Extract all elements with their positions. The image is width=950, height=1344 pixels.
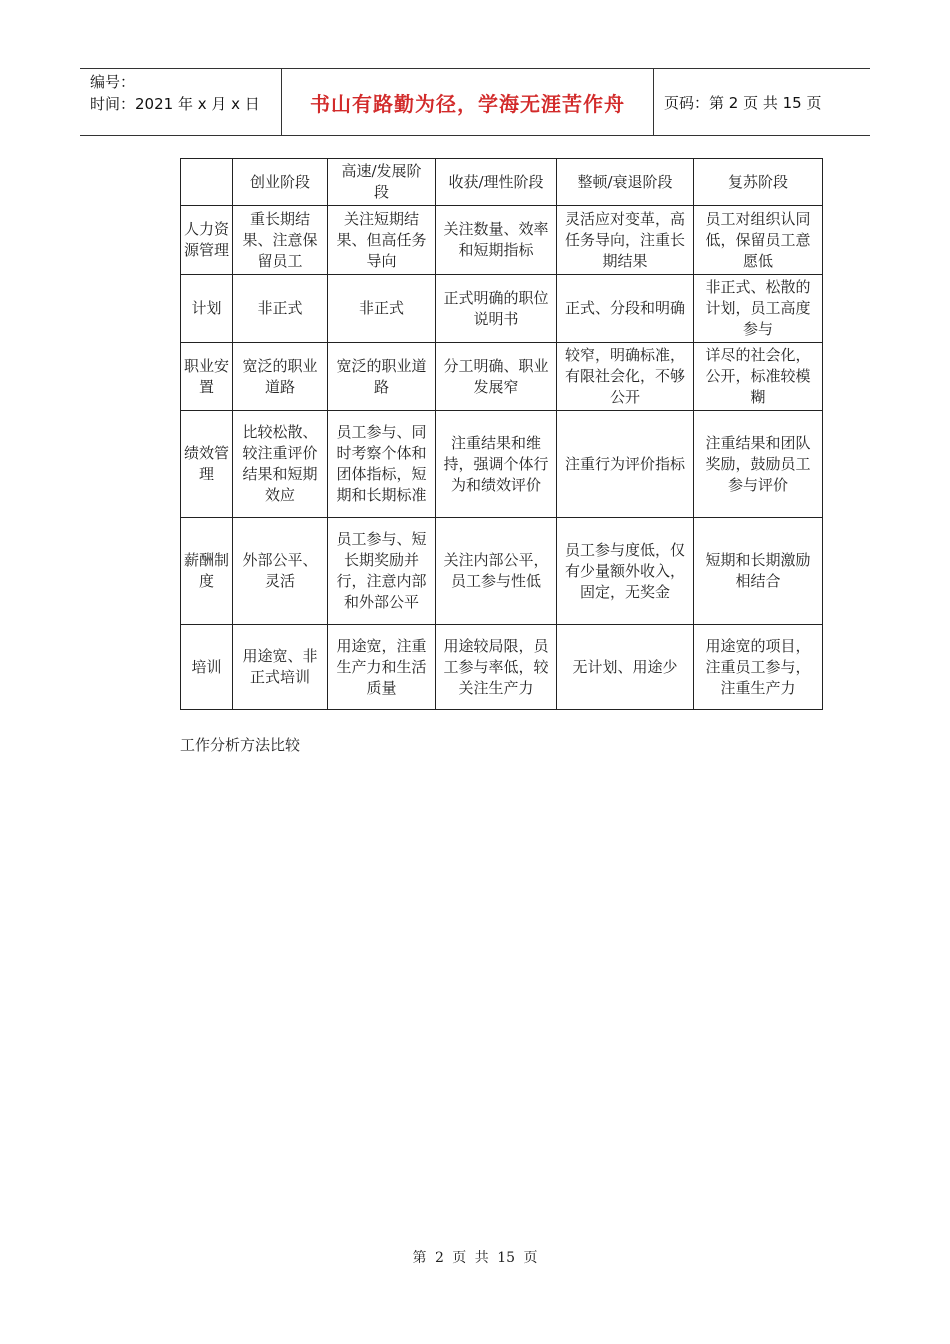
table-cell: 注重结果和维持，强调个体行为和绩效评价 xyxy=(436,411,557,518)
table-cell: 宽泛的职业道路 xyxy=(328,343,436,411)
table-cell: 正式明确的职位说明书 xyxy=(436,275,557,343)
table-cell: 员工对组织认同低，保留员工意愿低 xyxy=(694,206,823,275)
table-cell: 关注数量、效率和短期指标 xyxy=(436,206,557,275)
row-header: 培训 xyxy=(181,625,233,710)
page-footer: 第 2 页 共 15 页 xyxy=(412,1250,538,1266)
row-header: 计划 xyxy=(181,275,233,343)
table-cell: 非正式 xyxy=(233,275,328,343)
table-cell: 灵活应对变革，高任务导向，注重长期结果 xyxy=(557,206,694,275)
table-corner-cell xyxy=(181,159,233,206)
table-cell: 非正式 xyxy=(328,275,436,343)
table-cell: 注重结果和团队奖励，鼓励员工参与评价 xyxy=(694,411,823,518)
table-row xyxy=(181,518,823,625)
table-cell: 正式、分段和明确 xyxy=(557,275,694,343)
table-row xyxy=(181,206,823,275)
page-header xyxy=(80,68,870,136)
table-cell: 较窄，明确标准，有限社会化，不够公开 xyxy=(557,343,694,411)
column-header: 创业阶段 xyxy=(233,159,328,206)
table-cell: 用途宽、非正式培训 xyxy=(233,625,328,710)
table-row xyxy=(181,625,823,710)
column-header: 复苏阶段 xyxy=(694,159,823,206)
lifecycle-hr-table xyxy=(180,158,823,710)
table-cell: 分工明确、职业发展窄 xyxy=(436,343,557,411)
column-header: 高速/发展阶段 xyxy=(328,159,436,206)
table-row xyxy=(181,411,823,518)
header-slogan: 书山有路勤为径，学海无涯苦作舟 xyxy=(281,69,654,135)
table-cell: 用途宽，注重生产力和生活质量 xyxy=(328,625,436,710)
row-header: 人力资源管理 xyxy=(181,206,233,275)
table-row xyxy=(181,343,823,411)
table-cell: 非正式、松散的计划，员工高度参与 xyxy=(694,275,823,343)
table-cell: 员工参与、短长期奖励并行，注意内部和外部公平 xyxy=(328,518,436,625)
row-header: 薪酬制度 xyxy=(181,518,233,625)
table-row xyxy=(181,275,823,343)
table-cell: 关注短期结果、但高任务导向 xyxy=(328,206,436,275)
column-header: 收获/理性阶段 xyxy=(436,159,557,206)
header-page-number: 页码：第 2 页 共 15 页 xyxy=(664,93,822,112)
number-label: 编号： xyxy=(90,73,136,91)
table-cell: 注重行为评价指标 xyxy=(557,411,694,518)
table-header-row xyxy=(181,159,823,206)
table-cell: 宽泛的职业道路 xyxy=(233,343,328,411)
table-cell: 用途较局限，员工参与率低，较关注生产力 xyxy=(436,625,557,710)
table-cell: 短期和长期激励相结合 xyxy=(694,518,823,625)
table-cell: 比较松散、较注重评价结果和短期效应 xyxy=(233,411,328,518)
row-header: 绩效管理 xyxy=(181,411,233,518)
table-cell: 关注内部公平，员工参与性低 xyxy=(436,518,557,625)
time-label: 时间：2021 年 x 月 x 日 xyxy=(90,95,260,113)
table-cell: 员工参与、同时考察个体和团体指标，短期和长期标准 xyxy=(328,411,436,518)
table-cell: 用途宽的项目，注重员工参与，注重生产力 xyxy=(694,625,823,710)
table-cell: 无计划、用途少 xyxy=(557,625,694,710)
table-cell: 外部公平、灵活 xyxy=(233,518,328,625)
section-caption: 工作分析方法比较 xyxy=(180,736,301,754)
table-cell: 重长期结果、注意保留员工 xyxy=(233,206,328,275)
header-meta xyxy=(80,69,281,135)
row-header: 职业安置 xyxy=(181,343,233,411)
table-cell: 详尽的社会化，公开，标准较模糊 xyxy=(694,343,823,411)
table-cell: 员工参与度低，仅有少量额外收入，固定，无奖金 xyxy=(557,518,694,625)
column-header: 整顿/衰退阶段 xyxy=(557,159,694,206)
